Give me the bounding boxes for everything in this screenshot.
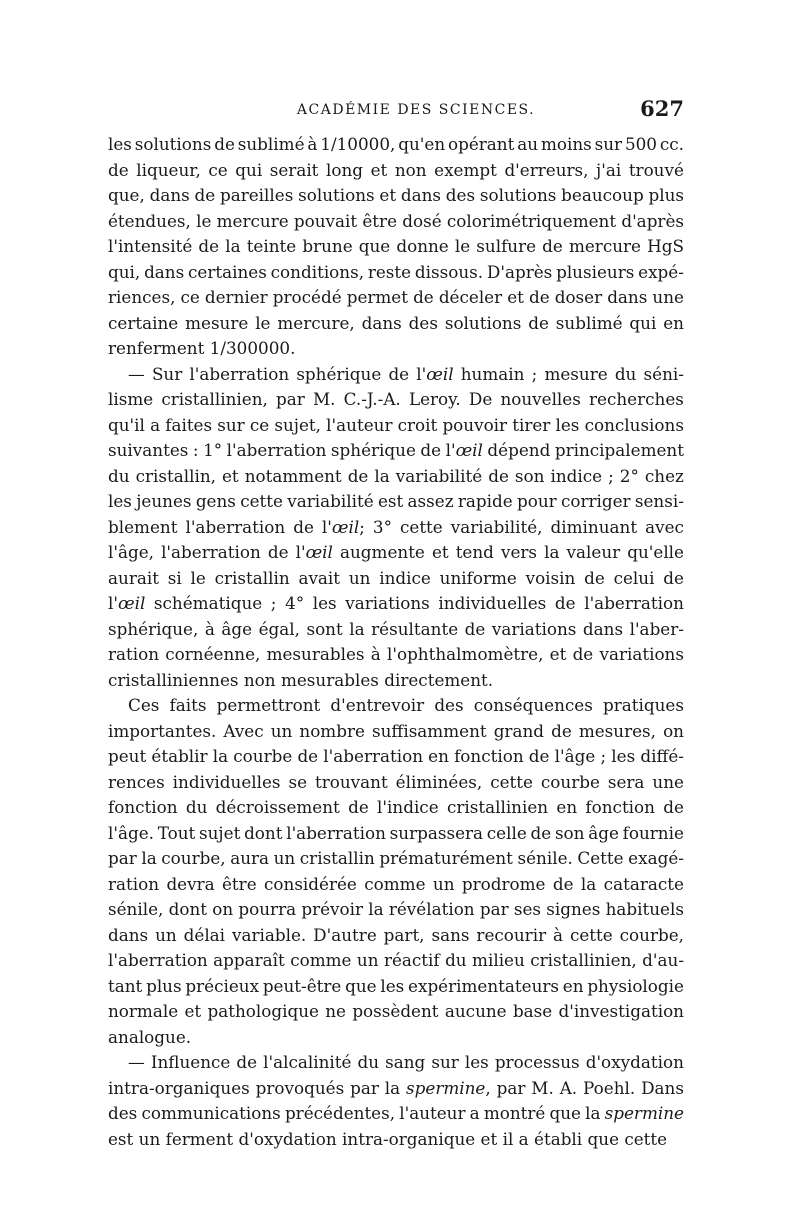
text-line: fonction du décroissement de l'indice cristallinien en fonction de (108, 797, 684, 817)
text-line: étendues, le mercure pouvait être dosé colorimétriquement d'après (108, 210, 684, 231)
text-line: l'aberration apparaît comme un réactif du milieu cristallinien, d'au- (108, 950, 684, 970)
page (108, 96, 684, 1152)
running-head: ACADÉMIE DES SCIENCES. (296, 102, 536, 118)
text-line: que, dans de pareilles solutions et dans des solutions beaucoup plus (108, 185, 684, 205)
text-line: l'œil schématique ; 4° les variations individuelles de l'aberration (108, 593, 684, 613)
text-line: l'intensité de la teinte brune que donne le sulfure de mercure HgS (108, 236, 684, 256)
text-line: qu'il a faites sur ce sujet, l'auteur croit pouvoir tirer les conclusions (108, 414, 684, 435)
text-line: sphérique, à âge égal, sont la résultante de variations dans l'aber- (108, 618, 684, 639)
text-line: cristalliniennes non mesurables directement. (108, 669, 494, 690)
text-line: du cristallin, et notamment de la variabilité de son indice ; 2° chez (108, 465, 684, 486)
text-line: les jeunes gens cette variabilité est assez rapide pour corriger sensi- (108, 491, 684, 511)
body-text (108, 132, 684, 1152)
text-line: tant plus précieux peut-être que les expérimentateurs en physiologie (108, 975, 684, 996)
text-line: blement l'aberration de l'œil; 3° cette variabilité, diminuant avec (108, 516, 684, 537)
text-line: des communications précédentes, l'auteur a montré que la spermine (108, 1103, 684, 1123)
text-line: est un ferment d'oxydation intra-organique et il a établi que cette (108, 1128, 668, 1149)
text-line: de liqueur, ce qui serait long et non exempt d'erreurs, j'ai trouvé (108, 159, 684, 180)
text-line: ration devra être considérée comme un prodrome de la cataracte (108, 873, 684, 894)
text-line: qui, dans certaines conditions, reste dissous. D'après plusieurs expé- (108, 261, 684, 282)
text-line: — Sur l'aberration sphérique de l'œil humain ; mesure du séni- (128, 363, 684, 384)
text-line: importantes. Avec un nombre suffisamment grand de mesures, on (108, 720, 684, 741)
text-line: renferment 1/300000. (108, 338, 296, 358)
text-line: ration cornéenne, mesurables à l'ophthalmomètre, et de variations (108, 644, 684, 664)
page-header (108, 96, 684, 132)
text-line: lisme cristallinien, par M. C.-J.-A. Leroy. De nouvelles recherches (108, 389, 684, 409)
text-line: sénile, dont on pourra prévoir la révélation par ses signes habituels (108, 899, 684, 919)
text-line: rences individuelles se trouvant éliminées, cette courbe sera une (108, 771, 684, 792)
paragraph (108, 1050, 684, 1152)
text-line: l'âge, l'aberration de l'œil augmente et tend vers la valeur qu'elle (108, 542, 684, 562)
text-line: analogue. (108, 1026, 192, 1047)
text-line: normale et pathologique ne possèdent aucune base d'investigation (108, 1001, 684, 1021)
text-line: suivantes : 1° l'aberration sphérique de l'œil dépend principalement (108, 440, 684, 460)
paragraph (108, 362, 684, 694)
text-line: — Influence de l'alcalinité du sang sur les processus d'oxydation (128, 1052, 684, 1072)
text-line: peut établir la courbe de l'aberration en fonction de l'âge ; les diffé- (108, 746, 684, 766)
text-line: certaine mesure le mercure, dans des solutions de sublimé qui en (108, 312, 684, 333)
text-line: dans un délai variable. D'autre part, sans recourir à cette courbe, (108, 924, 684, 945)
text-line: les solutions de sublimé à 1/10000, qu'en opérant au moins sur 500 cc. (108, 134, 684, 154)
text-line: l'âge. Tout sujet dont l'aberration surpassera celle de son âge fournie (108, 822, 684, 843)
text-line: Ces faits permettront d'entrevoir des conséquences pratiques (128, 695, 684, 715)
text-line: intra-organiques provoqués par la spermine, par M. A. Poehl. Dans (108, 1077, 684, 1098)
text-line: par la courbe, aura un cristallin prématurément sénile. Cette exagé- (108, 848, 684, 868)
page-number: 627 (640, 96, 684, 121)
text-line: aurait si le cristallin avait un indice uniforme voisin de celui de (108, 567, 684, 588)
paragraph (108, 693, 684, 1050)
text-line: riences, ce dernier procédé permet de déceler et de doser dans une (108, 287, 684, 307)
paragraph (108, 132, 684, 362)
